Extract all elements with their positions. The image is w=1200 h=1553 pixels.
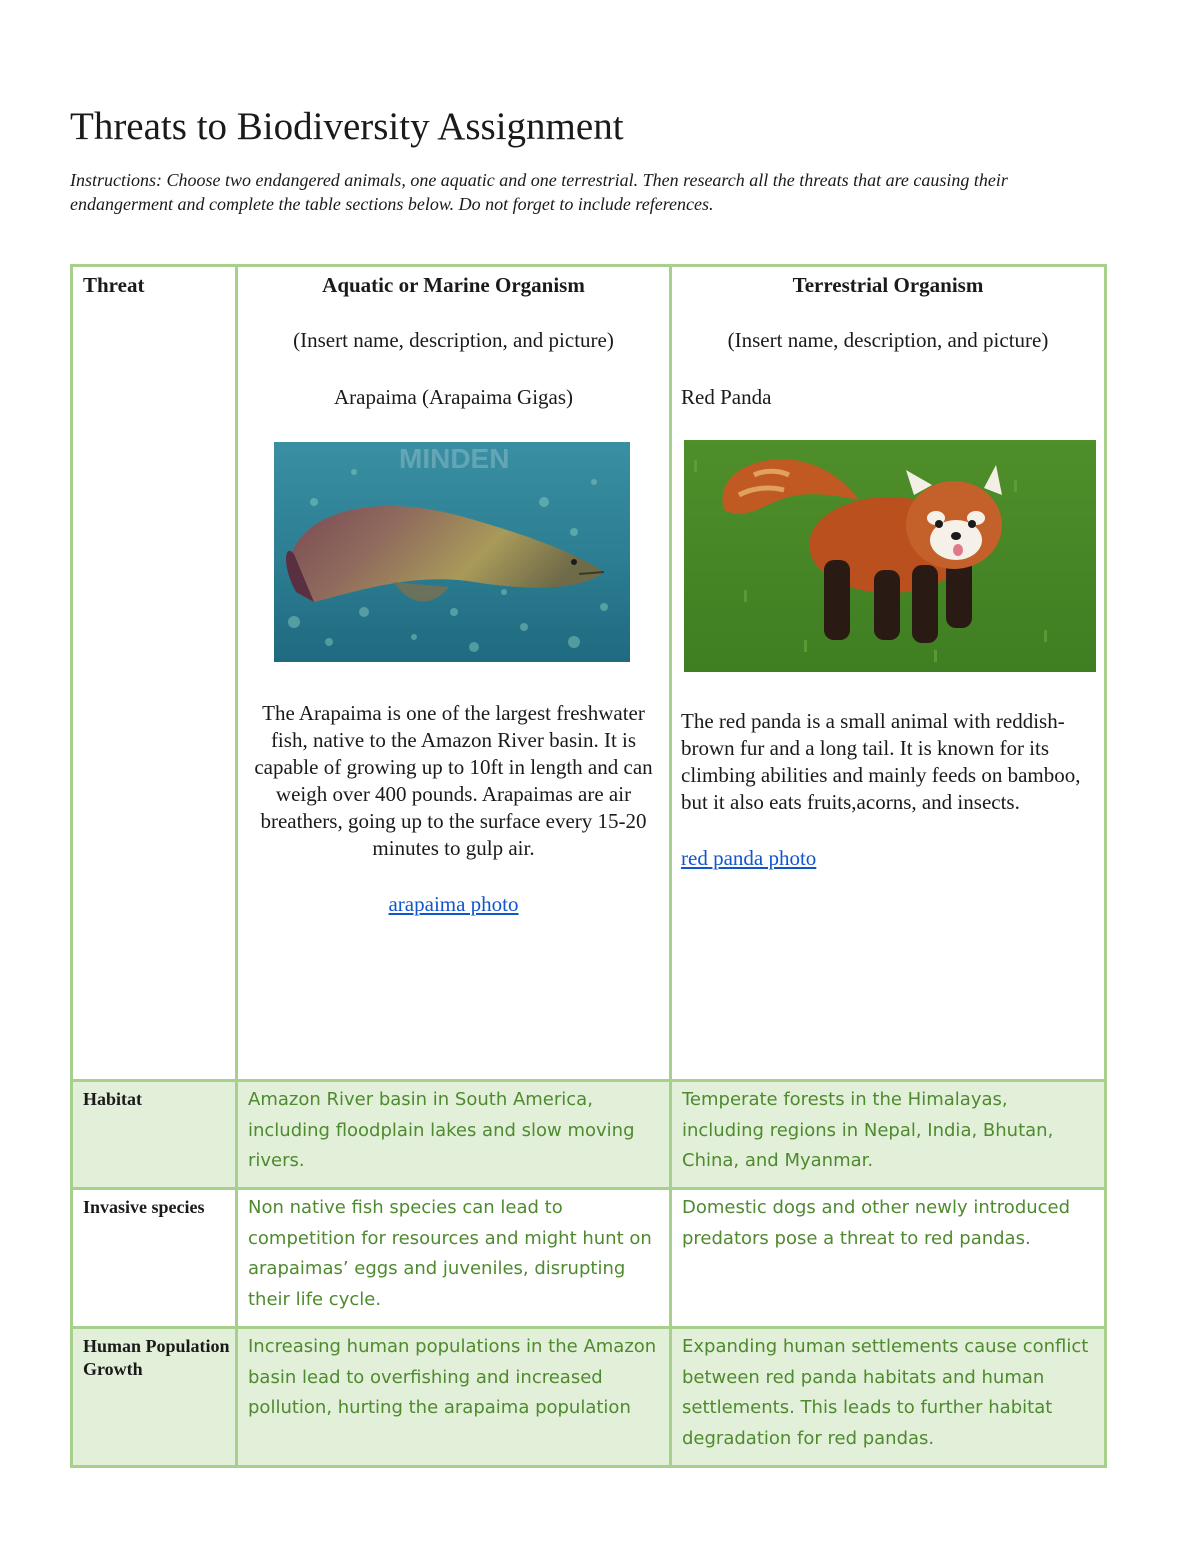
cell-text: Non native fish species can lead to competition for resources and might hunt on arapaimas’ eggs and juveniles, disrupting their life cycle.	[248, 1197, 652, 1310]
invasive-label-cell	[72, 1189, 237, 1328]
habitat-terrestrial-cell	[671, 1081, 1106, 1189]
aquatic-insert-note: (Insert name, description, and picture)	[293, 328, 614, 352]
terrestrial-column-header: Terrestrial Organism	[792, 273, 984, 297]
arapaima-photo-link[interactable]: arapaima photo	[388, 892, 519, 916]
cell-text: Increasing human populations in the Amazon basin lead to overfishing and increased pollution, hurting the arapaima population	[248, 1336, 657, 1418]
cell-text: Domestic dogs and other newly introduced predators pose a threat to red pandas.	[682, 1197, 1071, 1249]
human-aquatic-cell	[237, 1328, 671, 1467]
aquatic-organism-cell	[237, 266, 671, 1081]
human-terrestrial-cell	[671, 1328, 1106, 1467]
terrestrial-description: The red panda is a small animal with reddish-brown fur and a long tail. It is known for its climbing abilities and mainly feeds on bamboo, but it also eats fruits,acorns, and insects.	[681, 709, 1081, 814]
cell-text: Expanding human settlements cause conflict between red panda habitats and human settlements. This leads to further habitat degradation for red pandas.	[682, 1336, 1089, 1449]
row-label: Human Population Growth	[83, 1336, 230, 1379]
red-panda-photo	[684, 440, 1096, 672]
invasive-terrestrial-cell	[671, 1189, 1106, 1328]
cell-text: Amazon River basin in South America, including floodplain lakes and slow moving rivers.	[248, 1089, 635, 1171]
terrestrial-insert-note: (Insert name, description, and picture)	[727, 328, 1049, 352]
threats-table	[70, 264, 1107, 1468]
habitat-label-cell	[72, 1081, 237, 1189]
threat-header-cell	[72, 266, 237, 1081]
human-label-cell	[72, 1328, 237, 1467]
row-label: Invasive species	[83, 1197, 205, 1217]
aquatic-organism-name: Arapaima (Arapaima Gigas)	[333, 385, 574, 409]
aquatic-description: The Arapaima is one of the largest freshwater fish, native to the Amazon River basin. It is capable of growing up to 10ft in length and can weigh over 400 pounds. Arapaimas are air breathers, going up to the surface every 15-20 minutes to gulp air.	[254, 701, 653, 860]
cell-text: Temperate forests in the Himalayas, including regions in Nepal, India, Bhutan, China, and Myanmar.	[682, 1089, 1054, 1171]
arapaima-photo	[274, 442, 630, 662]
row-label: Habitat	[83, 1089, 143, 1109]
page-title: Threats to Biodiversity Assignment	[70, 105, 624, 148]
human-population-row	[72, 1328, 1106, 1467]
invasive-species-row	[72, 1189, 1106, 1328]
habitat-row	[72, 1081, 1106, 1189]
photo-watermark: MINDEN	[399, 443, 510, 474]
header-row	[72, 266, 1106, 1081]
aquatic-column-header: Aquatic or Marine Organism	[322, 273, 585, 297]
red-panda-photo-link[interactable]: red panda photo	[681, 846, 817, 870]
habitat-aquatic-cell	[237, 1081, 671, 1189]
terrestrial-organism-name: Red Panda	[681, 385, 772, 409]
instructions-text: Instructions: Choose two endangered animals, one aquatic and one terrestrial. Then research all the threats that are causing their endangerment and complete the table sections below. Do not forget to include references.	[70, 170, 1008, 214]
threat-column-header: Threat	[83, 273, 145, 297]
terrestrial-organism-cell	[671, 266, 1106, 1081]
invasive-aquatic-cell	[237, 1189, 671, 1328]
